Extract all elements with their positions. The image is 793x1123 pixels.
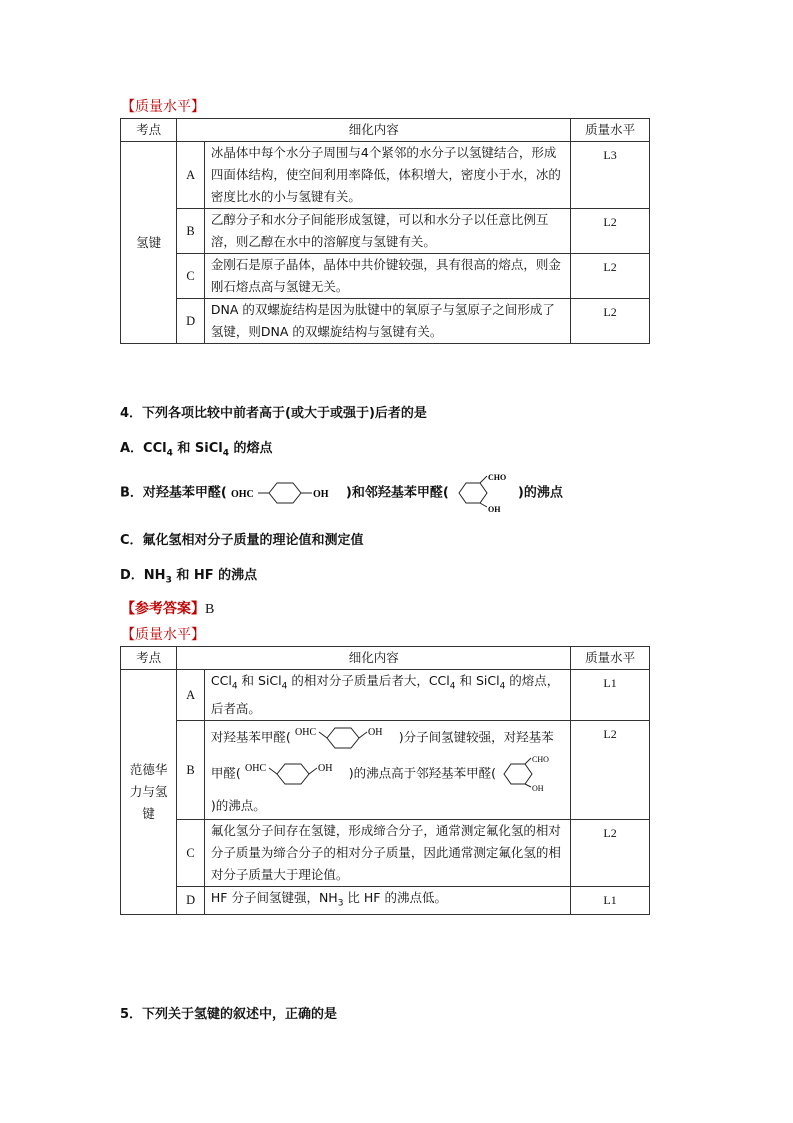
- table-row: [121, 720, 650, 819]
- quality-table-1: [120, 118, 650, 344]
- table-row: [121, 819, 650, 886]
- table-row: [121, 670, 650, 721]
- detail-text: CCl$_4$ 和 SiCl$_4$ 的相对分子质量后者大，CCl$_4$ 和 SiCl$_4$ 的熔点，后者高。: [204, 670, 570, 721]
- option-label: B: [177, 720, 205, 819]
- category-cell: 氢键: [121, 142, 177, 344]
- option-label: C: [177, 819, 205, 886]
- detail-text: 金刚石是原子晶体，晶体中共价键较强，具有很高的熔点，则金刚石熔点高与氢键无关。: [204, 254, 570, 299]
- level-value: L1: [571, 670, 650, 721]
- header-detail: 细化内容: [177, 647, 571, 670]
- level-value: L2: [571, 209, 650, 254]
- answer-line: 【参考答案】B: [121, 601, 215, 617]
- level-value: L2: [571, 254, 650, 299]
- p-hydroxybenzaldehyde-structure: [231, 478, 341, 508]
- option-label: A: [177, 670, 205, 721]
- quality-level-tag-1: 【质量水平】: [121, 99, 205, 115]
- table-row: [121, 299, 650, 344]
- question-4-stem: 4．下列各项比较中前者高于(或大于或强于)后者的是: [120, 406, 427, 421]
- svg-text:OH: OH: [532, 783, 544, 793]
- level-value: L1: [571, 886, 650, 915]
- svg-text:OH: OH: [313, 489, 329, 500]
- p-hydroxybenzaldehyde-structure: [295, 721, 395, 755]
- quality-level-tag-2: 【质量水平】: [121, 627, 205, 643]
- detail-text: 氟化氢分子间存在氢键，形成缔合分子，通常测定氟化氢的相对分子质量为缔合分子的相对分子质量，因此通常测定氟化氢的相对分子质量大于理论值。: [204, 819, 570, 886]
- svg-text:OH: OH: [317, 762, 333, 774]
- option-a: A．CCl$_4$ 和 SiCl$_4$ 的熔点: [120, 441, 273, 459]
- header-level: 质量水平: [571, 647, 650, 670]
- o-hydroxybenzaldehyde-structure: [500, 755, 556, 793]
- option-d: D．$NH_3$ 和 HF 的沸点: [120, 568, 258, 586]
- option-label: C: [177, 254, 205, 299]
- svg-text:OHC: OHC: [231, 489, 255, 500]
- table-row: [121, 254, 650, 299]
- header-topic: 考点: [121, 119, 177, 142]
- detail-text: HF 分子间氢键强，$NH_3$ 比 HF 的沸点低。: [204, 886, 570, 915]
- table-row: [121, 886, 650, 915]
- svg-text:OH: OH: [367, 726, 383, 738]
- answer-value: B: [205, 602, 215, 617]
- svg-text:OHC: OHC: [294, 726, 316, 738]
- p-hydroxybenzaldehyde-structure: [245, 757, 345, 791]
- svg-text:CHO: CHO: [532, 754, 549, 764]
- detail-text: 对羟基苯甲醛( OHC OH )分子间氢键较强，对羟基苯甲醛( OHC OH )的沸点高于邻羟基苯甲醛( CHO OH )的沸点。: [204, 720, 570, 819]
- quality-table-2: [120, 646, 650, 915]
- level-value: L2: [571, 299, 650, 344]
- table-row: [121, 209, 650, 254]
- detail-text: 乙醇分子和水分子间能形成氢键，可以和水分子以任意比例互溶，则乙醇在水中的溶解度与氢键有关。: [204, 209, 570, 254]
- detail-text: 冰晶体中每个水分子周围与4个紧邻的水分子以氢键结合，形成四面体结构，使空间利用率降低，体积增大，密度小于水，冰的密度比水的小与氢键有关。: [204, 142, 570, 209]
- o-hydroxybenzaldehyde-structure: [453, 472, 513, 514]
- svg-text:OH: OH: [488, 505, 501, 514]
- header-detail: 细化内容: [177, 119, 571, 142]
- detail-text: DNA 的双螺旋结构是因为肽键中的氧原子与氢原子之间形成了氢键，则DNA 的双螺旋结构与氢键有关。: [204, 299, 570, 344]
- level-value: L3: [571, 142, 650, 209]
- option-label: A: [177, 142, 205, 209]
- header-level: 质量水平: [571, 119, 650, 142]
- option-b: B．对羟基苯甲醛( OHC OH )和邻羟基苯甲醛( CHO OH )的沸点: [120, 473, 563, 514]
- option-label: B: [177, 209, 205, 254]
- header-topic: 考点: [121, 647, 177, 670]
- category-cell: 范德华力与氢键: [121, 670, 177, 915]
- level-value: L2: [571, 720, 650, 819]
- svg-text:CHO: CHO: [488, 473, 507, 482]
- table-row: [121, 142, 650, 209]
- level-value: L2: [571, 819, 650, 886]
- svg-text:OHC: OHC: [244, 762, 266, 774]
- option-label: D: [177, 299, 205, 344]
- question-5-stem: 5．下列关于氢键的叙述中，正确的是: [120, 1007, 338, 1022]
- option-label: D: [177, 886, 205, 915]
- option-c: C．氟化氢相对分子质量的理论值和测定值: [120, 533, 364, 548]
